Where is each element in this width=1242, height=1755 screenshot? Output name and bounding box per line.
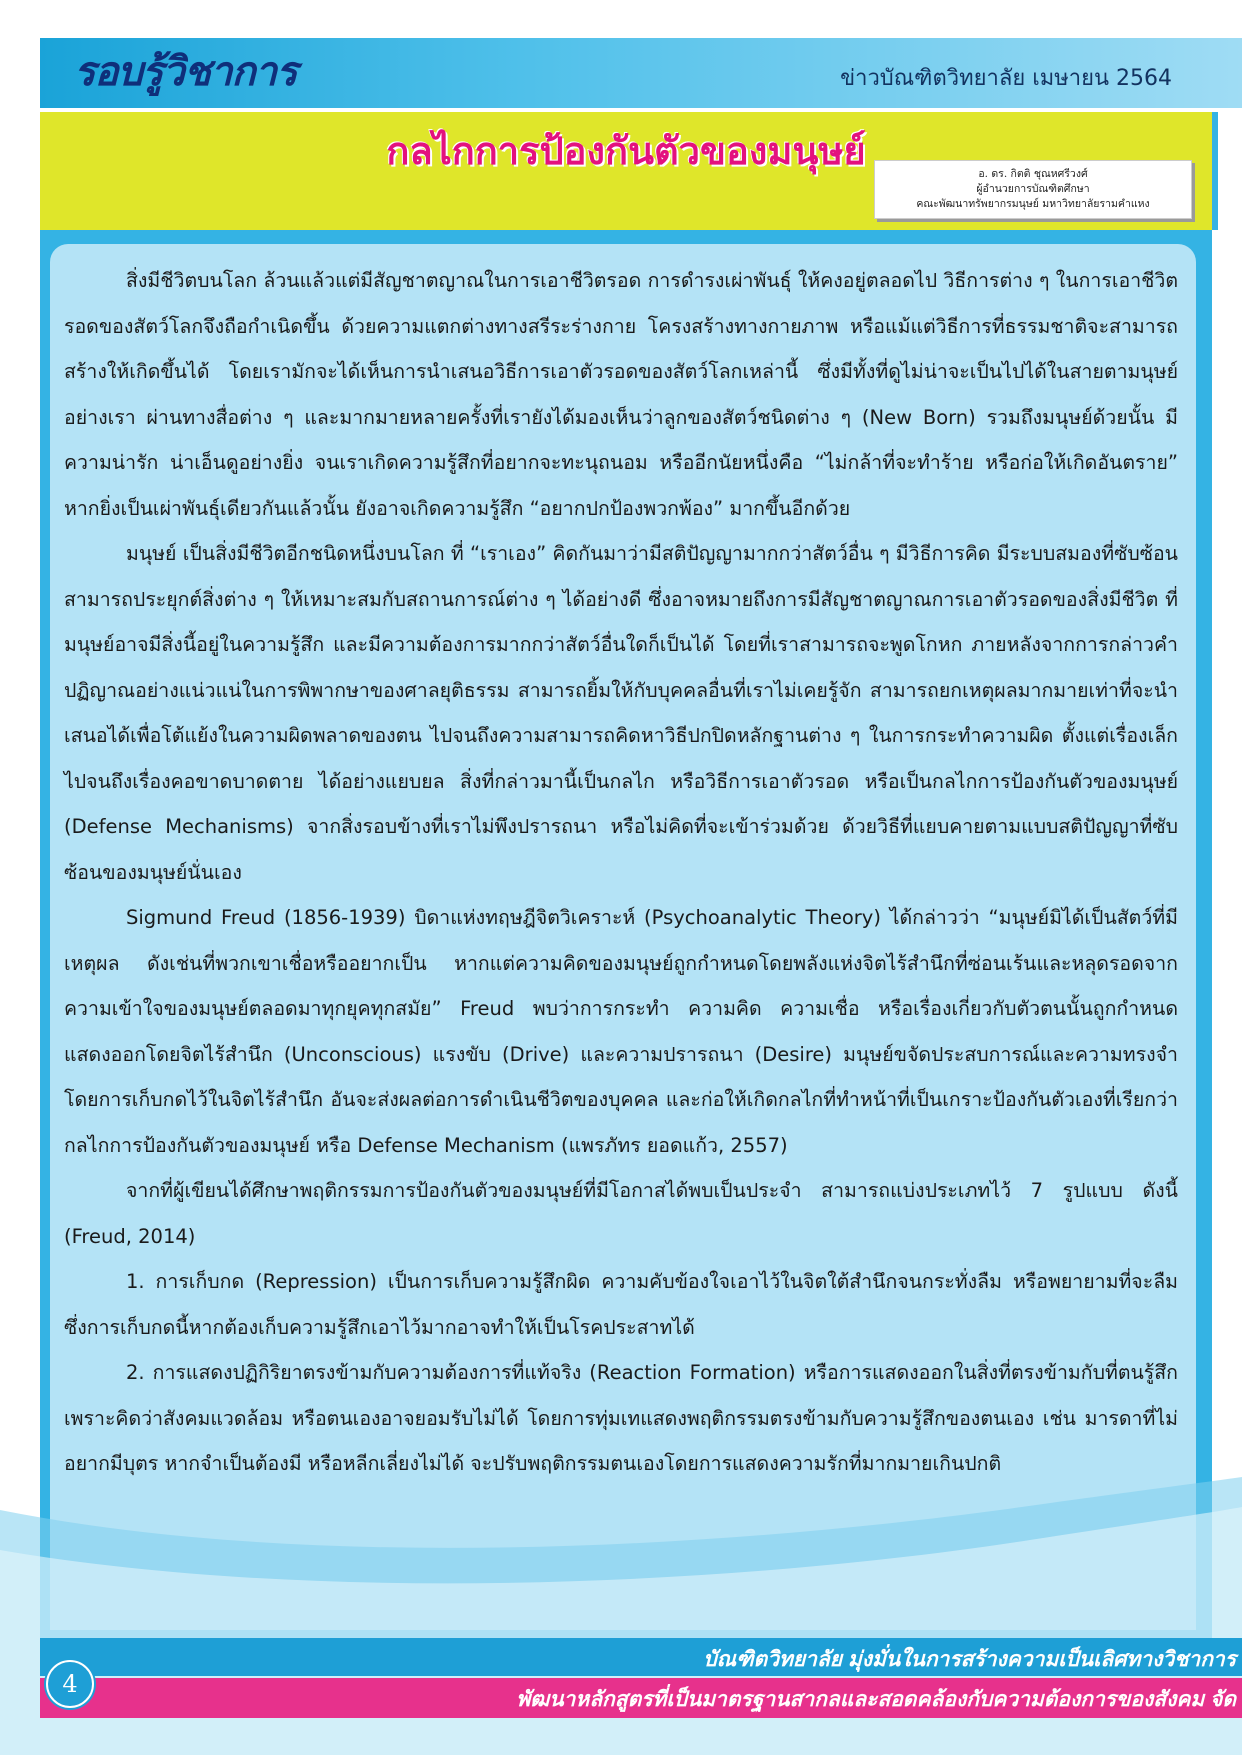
paragraph-types: จากที่ผู้เขียนได้ศึกษาพฤติกรรมการป้องกันตัวของมนุษย์ที่มีโอกาสได้พบเป็นประจำ สามารถแบ่งประเภทไว้ 7 รูปแบบ ดังนี้ (Freud, 2014): [64, 1179, 1178, 1248]
slogan-bar-blue: [40, 1638, 1242, 1676]
author-name: อ. ดร. กิตติ ชุณหศรีวงศ์: [978, 168, 1088, 180]
article-body: [64, 258, 1178, 1487]
paragraph-human: มนุษย์ เป็นสิ่งมีชีวิตอีกชนิดหนึ่งบนโลก ที่ “เราเอง” คิดกันมาว่ามีสติปัญญามากกว่าสัตว์อื่น ๆ มีวิธีการคิด มีระบบสมองที่ซับซ้อน สามารถประยุกต์สิ่งต่าง ๆ ให้เหมาะสมกับสถานการณ์ต่าง ๆ ได้อย่างดี ซึ่งอาจหมายถึงการมีสัญชาตญาณการเอาตัวรอดของสิ่งมีชีวิต ที่มนุษย์อาจมีสิ่งนี้อยู่ในความรู้สึก และมีความต้องการมากกว่าสัตว์อื่นใดก็เป็นได้ โดยที่เราสามารถจะพูดโกหก ภายหลังจากการกล่าวคำปฏิญาณอย่างแน่วแน่ในการพิพากษาของศาลยุติธรรม สามารถยิ้มให้กับบุคคลอื่นที่เราไม่เคยรู้จัก สามารถยกเหตุผลมากมายเท่าที่จะนำเสนอได้เพื่อโต้แย้งในความผิดพลาดของตน ไปจนถึงความสามารถคิดหาวิธีปกปิดหลักฐานต่าง ๆ ในการกระทำความผิด ตั้งแต่เรื่องเล็กไปจนถึงเรื่องคอขาดบาดตาย ได้อย่างแยบยล สิ่งที่กล่าวมานี้เป็นกลไก หรือวิธีการเอาตัวรอด หรือเป็นกลไกการป้องกันตัวของมนุษย์ (Defense Mechanisms) จากสิ่งรอบข้างที่เราไม่พึงปรารถนา หรือไม่คิดที่จะเข้าร่วมด้วย ด้วยวิธีที่แยบคายตามแบบสติปัญญาที่ซับซ้อนของมนุษย์นั่นเอง: [64, 542, 1178, 884]
slogan-bar-pink: [40, 1678, 1242, 1718]
issue-line: ข่าวบัณฑิตวิทยาลัย เมษายน 2564: [840, 66, 1172, 91]
paragraph-reaction-formation: 2. การแสดงปฏิกิริยาตรงข้ามกับความต้องการที่แท้จริง (Reaction Formation) หรือการแสดงออกในสิ่งที่ตรงข้ามกับที่ตนรู้สึก เพราะคิดว่าสังคมแวดล้อม หรือตนเองอาจยอมรับไม่ได้ โดยการทุ่มเทแสดงพฤติกรรมตรงข้ามกับความรู้สึกของตนเอง เช่น มารดาที่ไม่อยากมีบุตร หากจำเป็นต้องมี หรือหลีกเลี่ยงไม่ได้ จะปรับพฤติกรรมตนเองโดยการแสดงความรักที่มากมายเกินปกติ: [64, 1361, 1178, 1475]
author-byline: [874, 160, 1192, 219]
paragraph-repression: 1. การเก็บกด (Repression) เป็นการเก็บความรู้สึกผิด ความคับข้องใจเอาไว้ในจิตใต้สำนึกจนกระทั่งลืม หรือพยายามที่จะลืม ซึ่งการเก็บกดนี้หากต้องเก็บความรู้สึกเอาไว้มากอาจทำให้เป็นโรคประสาทได้: [64, 1270, 1178, 1339]
paragraph-freud: Sigmund Freud (1856-1939) บิดาแห่งทฤษฎีจิตวิเคราะห์ (Psychoanalytic Theory) ได้กล่าวว่า “มนุษย์มิได้เป็นสัตว์ที่มีเหตุผล ดังเช่นที่พวกเขาเชื่อหรืออยากเป็น หากแต่ความคิดของมนุษย์ถูกกำหนดโดยพลังแห่งจิตไร้สำนึกที่ซ่อนเร้นและหลุดรอดจากความเข้าใจของมนุษย์ตลอดมาทุกยุคทุกสมัย” Freud พบว่าการกระทำ ความคิด ความเชื่อ หรือเรื่องเกี่ยวกับตัวตนนั้นถูกกำหนดแสดงออกโดยจิตไร้สำนึก (Unconscious) แรงขับ (Drive) และความปรารถนา (Desire) มนุษย์ขจัดประสบการณ์และความทรงจำ โดยการเก็บกดไว้ในจิตไร้สำนึก อันจะส่งผลต่อการดำเนินชีวิตของบุคคล และก่อให้เกิดกลไกที่ทำหน้าที่เป็นเกราะป้องกันตัวเองที่เรียกว่ากลไกการป้องกันตัวของมนุษย์ หรือ Defense Mechanism (แพรภัทร ยอดแก้ว, 2557): [64, 906, 1178, 1157]
author-position: ผู้อำนวยการบัณฑิตศึกษา: [976, 183, 1090, 195]
slogan-line-2: พัฒนาหลักสูตรที่เป็นมาตรฐานสากลและสอดคล้องกับความต้องการของสังคม จัด: [516, 1688, 1236, 1711]
page-number: 4: [46, 1660, 94, 1708]
article-title: กลไกการป้องกันตัวของมนุษย์: [386, 129, 866, 173]
paragraph-intro: สิ่งมีชีวิตบนโลก ล้วนแล้วแต่มีสัญชาตญาณในการเอาชีวิตรอด การดำรงเผ่าพันธุ์ ให้คงอยู่ตลอดไป วิธีการต่าง ๆ ในการเอาชีวิตรอดของสัตว์โลกจึงถือกำเนิดขึ้น ด้วยความแตกต่างทางสรีระร่างกาย โครงสร้างทางกายภาพ หรือแม้แต่วิธีการที่ธรรมชาติจะสามารถสร้างให้เกิดขึ้นได้ โดยเรามักจะได้เห็นการนำเสนอวิธีการเอาตัวรอดของสัตว์โลกเหล่านี้ ซึ่งมีทั้งที่ดูไม่น่าจะเป็นไปได้ในสายตามนุษย์อย่างเรา ผ่านทางสื่อต่าง ๆ และมากมายหลายครั้งที่เรายังได้มองเห็นว่าลูกของสัตว์ชนิดต่าง ๆ (New Born) รวมถึงมนุษย์ด้วยนั้น มีความน่ารัก น่าเอ็นดูอย่างยิ่ง จนเราเกิดความรู้สึกที่อยากจะทะนุถนอม หรืออีกนัยหนึ่งคือ “ไม่กล้าที่จะทำร้าย หรือก่อให้เกิดอันตราย” หากยิ่งเป็นเผ่าพันธุ์เดียวกันแล้วนั้น ยังอาจเกิดความรู้สึก “อยากปกป้องพวกพ้อง” มากขึ้นอีกด้วย: [64, 269, 1178, 520]
section-title: รอบรู้วิชาการ: [74, 50, 297, 94]
author-affiliation: คณะพัฒนาทรัพยากรมนุษย์ มหาวิทยาลัยรามคำแหง: [916, 198, 1150, 210]
title-band: [40, 112, 1218, 230]
slogan-line-1: บัณฑิตวิทยาลัย มุ่งมั่นในการสร้างความเป็นเลิศทางวิชาการ: [703, 1648, 1236, 1671]
